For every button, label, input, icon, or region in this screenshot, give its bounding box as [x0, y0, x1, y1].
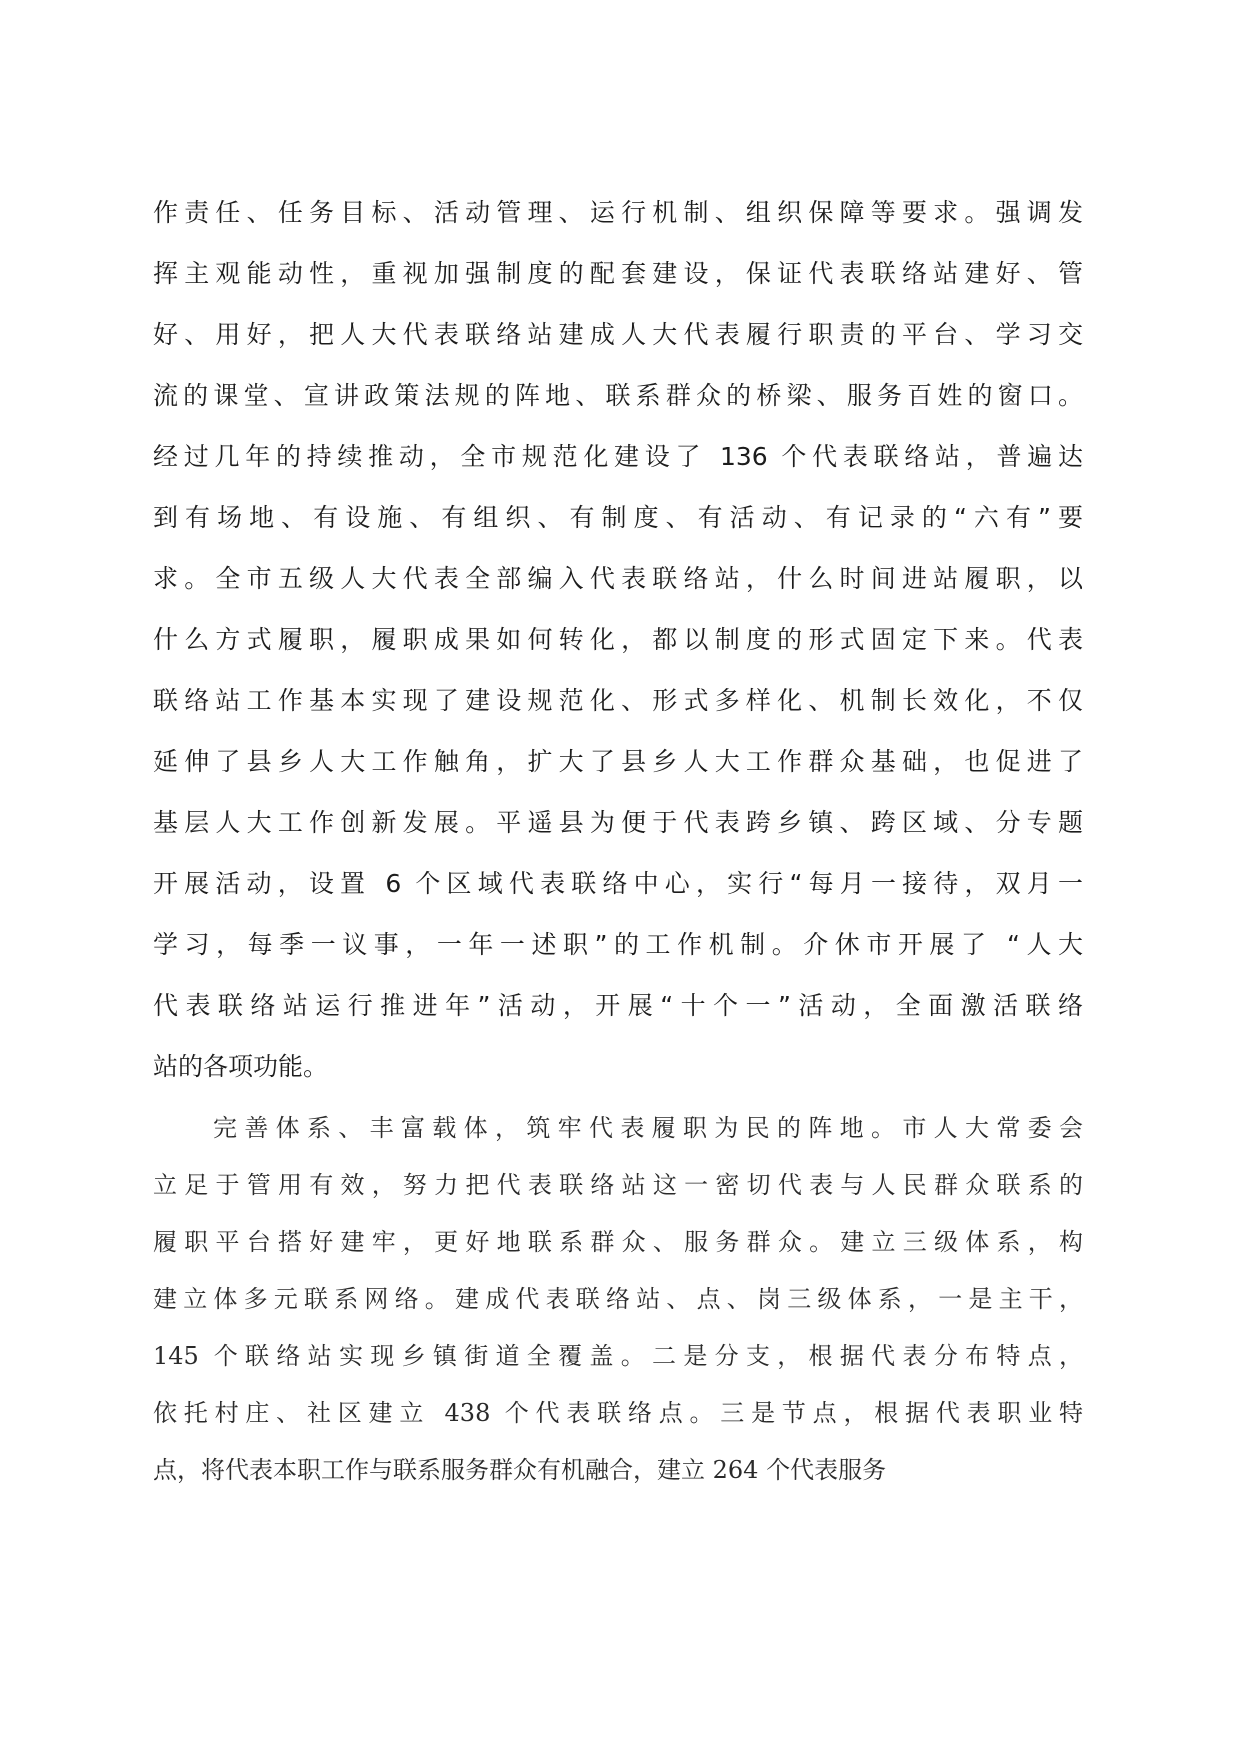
paragraph-line: 基层人大工作创新发展。平遥县为便于代表跨乡镇、跨区域、分专题: [153, 808, 1083, 837]
paragraph-line: 好、用好，把人大代表联络站建成人大代表履行职责的平台、学习交: [153, 320, 1083, 349]
paragraph-2: [153, 1108, 1083, 1507]
paragraph-line: 求。全市五级人大代表全部编入代表联络站，什么时间进站履职，以: [153, 564, 1083, 593]
paragraph-line: 延伸了县乡人大工作触角，扩大了县乡人大工作群众基础，也促进了: [153, 747, 1083, 776]
paragraph-line: 立足于管用有效，努力把代表联络站这一密切代表与人民群众联系的: [153, 1171, 1083, 1199]
paragraph-line: 完善体系、丰富载体，筑牢代表履职为民的阵地。市人大常委会: [213, 1114, 1083, 1142]
paragraph-line: 联络站工作基本实现了建设规范化、形式多样化、机制长效化，不仅: [153, 686, 1083, 715]
paragraph-line: 建立体多元联系网络。建成代表联络站、点、岗三级体系，一是主干，: [153, 1285, 1083, 1313]
paragraph-line: 挥主观能动性，重视加强制度的配套建设，保证代表联络站建好、管: [153, 259, 1083, 288]
paragraph-line: 点，将代表本职工作与联系服务群众有机融合，建立 264 个代表服务: [153, 1456, 887, 1484]
paragraph-line: 流的课堂、宣讲政策法规的阵地、联系群众的桥梁、服务百姓的窗口。: [153, 381, 1083, 410]
paragraph-line: 开展活动，设置 6 个区域代表联络中心，实行“每月一接待，双月一: [153, 869, 1083, 898]
paragraph-line: 代表联络站运行推进年”活动，开展“十个一”活动，全面激活联络: [153, 991, 1083, 1020]
paragraph-line: 作责任、任务目标、活动管理、运行机制、组织保障等要求。强调发: [153, 198, 1083, 227]
paragraph-line: 履职平台搭好建牢，更好地联系群众、服务群众。建立三级体系，构: [153, 1228, 1083, 1256]
paragraph-1: [153, 193, 1083, 1108]
paragraph-line: 经过几年的持续推动，全市规范化建设了 136 个代表联络站，普遍达: [153, 442, 1083, 471]
paragraph-line: 站的各项功能。: [153, 1052, 329, 1081]
paragraph-line: 到有场地、有设施、有组织、有制度、有活动、有记录的“六有”要: [153, 503, 1083, 532]
paragraph-line: 学习，每季一议事，一年一述职”的工作机制。介休市开展了 “人大: [153, 930, 1083, 959]
paragraph-line: 依托村庄、社区建立 438 个代表联络点。三是节点，根据代表职业特: [153, 1399, 1083, 1427]
paragraph-line: 什么方式履职，履职成果如何转化，都以制度的形式固定下来。代表: [153, 625, 1083, 654]
paragraph-line: 145 个联络站实现乡镇街道全覆盖。二是分支，根据代表分布特点，: [153, 1342, 1083, 1370]
